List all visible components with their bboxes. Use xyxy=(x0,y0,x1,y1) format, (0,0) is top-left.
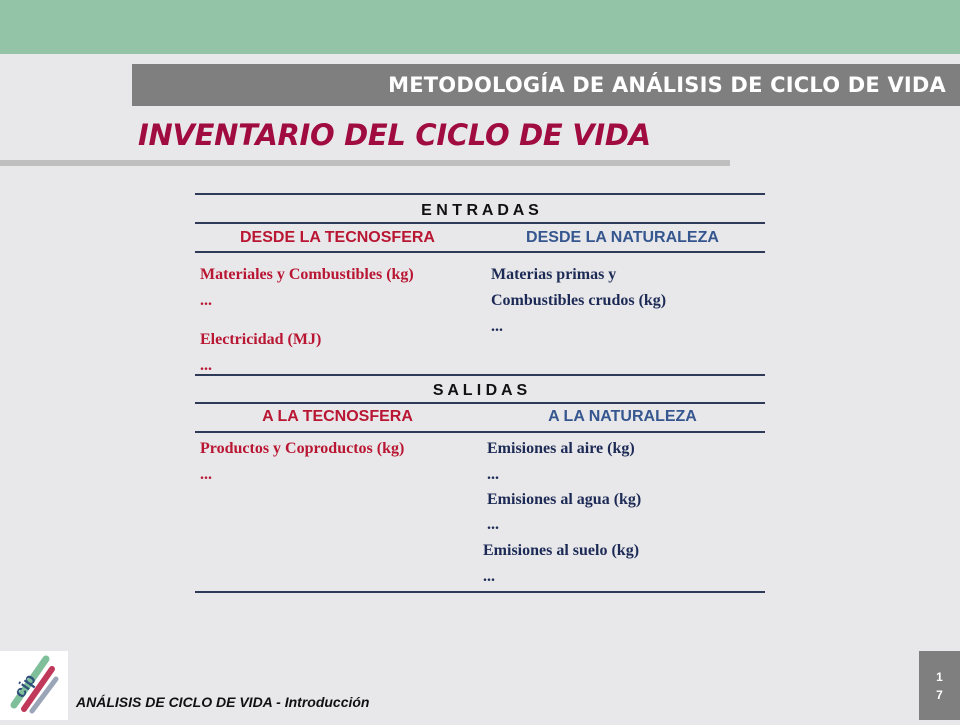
title-underline xyxy=(0,160,730,166)
list-item: Productos y Coproductos (kg) xyxy=(200,440,405,457)
list-item: Electricidad (MJ) xyxy=(200,331,322,348)
page-number xyxy=(919,651,960,720)
entradas-col-tecnosfera: DESDE LA TECNOSFERA xyxy=(240,229,435,246)
table-rule xyxy=(195,222,765,224)
page-number-digit: 7 xyxy=(936,687,943,702)
footer-course-text: ANÁLISIS DE CICLO DE VIDA - Introducción xyxy=(76,694,370,710)
table-rule xyxy=(195,402,765,404)
entradas-heading: E N T R A D A S xyxy=(421,202,539,219)
list-item: Emisiones al suelo (kg) xyxy=(483,542,640,559)
list-item: ... xyxy=(200,292,212,309)
list-item: ... xyxy=(200,357,212,374)
list-item: ... xyxy=(487,466,499,483)
cip-logo-text: cip xyxy=(10,670,40,702)
entradas-col-naturaleza: DESDE LA NATURALEZA xyxy=(526,229,719,246)
list-item: ... xyxy=(487,516,499,533)
page-number-digit: 1 xyxy=(936,669,943,684)
salidas-heading: S A L I D A S xyxy=(432,382,528,399)
list-item: ... xyxy=(200,466,212,483)
list-item: Emisiones al aire (kg) xyxy=(487,440,635,457)
table-rule-top xyxy=(195,193,765,195)
slide-title: INVENTARIO DEL CICLO DE VIDA xyxy=(138,118,651,152)
list-item: Materias primas y xyxy=(491,266,617,283)
salidas-col-naturaleza: A LA NATURALEZA xyxy=(548,408,697,425)
table-rule xyxy=(195,251,765,253)
cip-logo xyxy=(0,651,68,720)
table-rule xyxy=(195,431,765,433)
list-item: Combustibles crudos (kg) xyxy=(491,292,667,309)
top-color-band xyxy=(0,0,960,54)
methodology-header-bar xyxy=(132,64,960,106)
list-item: Emisiones al agua (kg) xyxy=(487,491,642,508)
list-item: ... xyxy=(491,318,503,335)
methodology-title: METODOLOGÍA DE ANÁLISIS DE CICLO DE VIDA xyxy=(388,73,946,97)
list-item: ... xyxy=(483,568,495,585)
list-item: Materiales y Combustibles (kg) xyxy=(200,266,414,283)
table-rule xyxy=(195,374,765,376)
salidas-col-tecnosfera: A LA TECNOSFERA xyxy=(262,408,413,425)
table-rule-bottom xyxy=(195,591,765,593)
cip-logo-icon xyxy=(0,651,68,720)
